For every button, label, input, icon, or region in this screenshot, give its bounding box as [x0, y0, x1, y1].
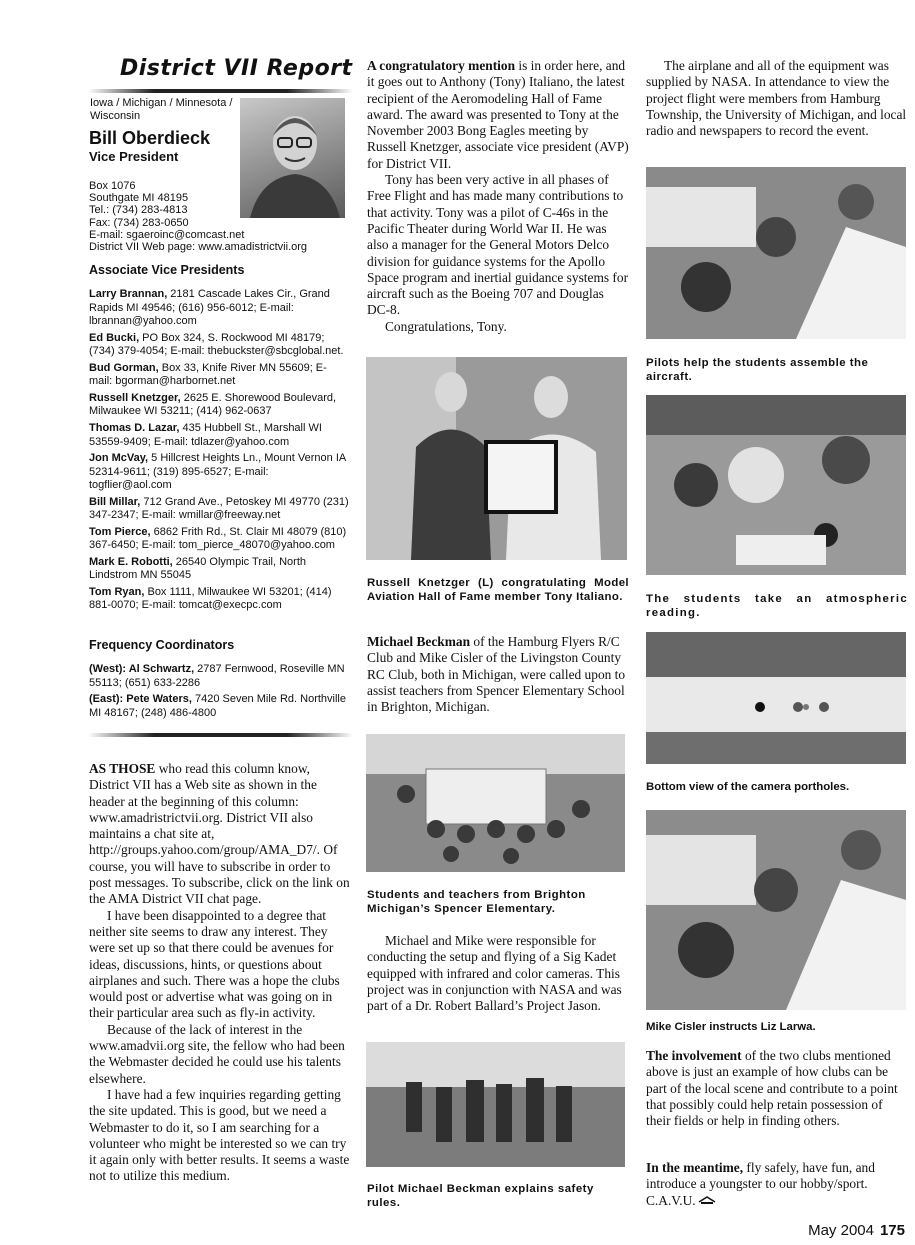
column-2-article	[367, 58, 629, 335]
column-2-article-low	[367, 933, 629, 1014]
photo-caption: Pilot Michael Beckman explains safety rules.	[367, 1183, 594, 1209]
header-divider	[88, 89, 353, 93]
contact-web: District VII Web page: www.amadistrictvii.org	[89, 241, 308, 254]
hall-of-fame-photo	[366, 357, 627, 560]
page-title: District VII Report	[120, 56, 353, 81]
paragraph: I have had a few inquiries regarding getting the site updated. This is good, but we need a Webmaster to do it, so I am searching for a volunteer who might be interested so we can try it again only with better results. It seems a waste not to utilize this medium.	[89, 1086, 350, 1184]
photo-caption: Pilots help the students assemble the aircraft.	[646, 357, 869, 383]
contact-line: Southgate MI 48195	[89, 192, 189, 205]
photo-caption: Mike Cisler instructs Liz Larwa.	[646, 1021, 816, 1033]
contact-line: Tel.: (734) 283-4813	[89, 204, 188, 217]
contact-line: Box 1076	[89, 180, 136, 192]
safety-briefing-photo	[366, 1042, 625, 1167]
list-item: Russell Knetzger, 2625 E. Shorewood Boulevard, Milwaukee WI 53211; (414) 962-0637	[89, 391, 337, 418]
column-1-article	[89, 761, 351, 1185]
camera-portholes-photo	[646, 632, 906, 764]
photo-caption: Russell Knetzger (L) congratulating Model Aviation Hall of Fame member Tony Italiano.	[367, 577, 629, 603]
sidebar-divider	[88, 733, 353, 737]
paragraph: Michael and Mike were responsible for conducting the setup and flying of a Sig Kadet equipped with infrared and color cameras. This project was in conjunction with NASA and was part of a Dr. Robert Ballard’s Project Jason.	[367, 933, 622, 1014]
avp-list	[89, 288, 349, 616]
paragraph: The airplane and all of the equipment was supplied by NASA. In attendance to view the project flight were members from Hamburg Township, the University of Michigan, and local radio and newspapers to record the event.	[646, 58, 907, 139]
list-item: Bill Millar, 712 Grand Ave., Petoskey MI 49770 (231) 347-2347; E-mail: wmillar@freeway.net	[89, 495, 349, 522]
freq-heading: Frequency Coordinators	[89, 638, 235, 652]
list-item: Tom Ryan, Box 1111, Milwaukee WI 53201; (414) 881-0070; E-mail: tomcat@execpc.com	[89, 585, 332, 612]
list-item: Tom Pierce, 6862 Frith Rd., St. Clair MI 48079 (810) 367-6450; E-mail: tom_pierce_48070@yahoo.com	[89, 525, 347, 552]
page-footer	[808, 1222, 905, 1239]
issue-date: May 2004	[808, 1222, 874, 1239]
list-item: Larry Brannan, 2181 Cascade Lakes Cir., Grand Rapids MI 49546; (616) 956-6012; E-mail: lbrannan@yahoo.com	[89, 288, 330, 328]
list-item: Ed Bucki, PO Box 324, S. Rockwood MI 48179; (734) 379-4054; E-mail: thebuckster@sbcglobal.net.	[89, 331, 344, 358]
column-3-article-bottom	[646, 1048, 908, 1129]
column-3-closing	[646, 1160, 908, 1210]
paragraph: In the meantime, fly safely, have fun, and introduce a youngster to our hobby/sport. C.A.V.U.	[646, 1160, 908, 1210]
vp-title: Vice President	[89, 149, 179, 164]
column-3-article	[646, 58, 908, 139]
column-2-article-mid	[367, 634, 629, 715]
contact-email: E-mail: sgaeroinc@comcast.net	[89, 228, 245, 241]
avp-heading: Associate Vice Presidents	[89, 263, 245, 277]
paragraph: The involvement of the two clubs mentioned above is just an example of how clubs can be part of the local scene and contribute to a point that possibly could help retain possession of their fields or help in finding others.	[646, 1048, 898, 1129]
instruction-photo	[646, 810, 906, 1010]
paragraph: Because of the lack of interest in the www.amadvii.org site, the fellow who had been the Webmaster decided he could use his talents elsewhere.	[89, 1021, 345, 1086]
list-item: (East): Pete Waters, 7420 Seven Mile Rd. Northville MI 48167; (248) 486-4800	[89, 693, 346, 719]
photo-caption: Bottom view of the camera portholes.	[646, 781, 850, 793]
paragraph: I have been disappointed to a degree that neither site seems to draw any interest. They were set up so that there could be avenues for ideas, discussions, hints, or questions about airplanes and such. There was a hope the clubs would post or advertise what was going on in their particular area such as fly-in activity.	[89, 907, 340, 1021]
district-region: Iowa / Michigan / Minnesota / Wisconsin	[90, 97, 233, 122]
page-number: 175	[879, 1222, 905, 1239]
freq-list	[89, 663, 349, 723]
ama-logo-icon	[698, 1193, 716, 1209]
list-item: Mark E. Robotti, 26540 Olympic Trail, North Lindstrom MN 55045	[89, 555, 307, 582]
photo-caption: Students and teachers from Brighton Michigan’s Spencer Elementary.	[367, 889, 586, 915]
photo-caption: The students take an atmospheric reading.	[646, 593, 908, 619]
paragraph: Congratulations, Tony.	[385, 318, 507, 334]
paragraph: A congratulatory mention is in order here, and it goes out to Anthony (Tony) Italiano, the latest recipient of the Aeromodeling Hall of Fame award. The award was presented to Tony at the November 2003 Bong Eagles meeting by Russell Knetzger, associate vice president (AVP) for District VII.	[367, 58, 629, 171]
list-item: Thomas D. Lazar, 435 Hubbell St., Marshall WI 53559-9409; E-mail: tdlazer@yahoo.com	[89, 421, 322, 448]
list-item: (West): Al Schwartz, 2787 Fernwood, Roseville MN 55113; (651) 633-2286	[89, 663, 345, 689]
contact-line: Fax: (734) 283-0650	[89, 216, 189, 229]
assembly-photo	[646, 167, 906, 339]
paragraph: Michael Beckman of the Hamburg Flyers R/C Club and Mike Cisler of the Livingston County RC Club, both in Michigan, were called upon to assist teachers from Spencer Elementary School in Brighton, Michigan.	[367, 634, 626, 715]
list-item: Jon McVay, 5 Hillcrest Heights Ln., Mount Vernon IA 52314-9611; (319) 895-6527; E-mail: togflier@aol.com	[89, 451, 346, 492]
atmospheric-reading-photo	[646, 395, 906, 575]
paragraph: AS THOSE who read this column know, District VII has a Web site as shown in the header at the beginning of this column: www.amadristrictvii.org. District VII also maintains a chat site at, http://groups.yahoo.com/group/AMA_D7/. Of course, you will have to subscribe in order to post messages. To subscribe, click on the link on the AMA District VII chat page.	[89, 761, 350, 907]
vp-name: Bill Oberdieck	[89, 128, 211, 148]
paragraph: Tony has been very active in all phases of Free Flight and has made many contributions to that activity. Tony was a pilot of C-46s in the Pacific Theater during World War II. He was also a manager for the General Motors Delco division for guidance systems for the Apollo Space program and inertial guidance systems for aircraft such as the Boeing 707 and Douglas DC-8.	[367, 172, 629, 318]
vp-portrait-photo	[240, 98, 345, 218]
list-item: Bud Gorman, Box 33, Knife River MN 55609; E-mail: bgorman@harbornet.net	[89, 361, 327, 388]
students-group-photo	[366, 734, 625, 872]
